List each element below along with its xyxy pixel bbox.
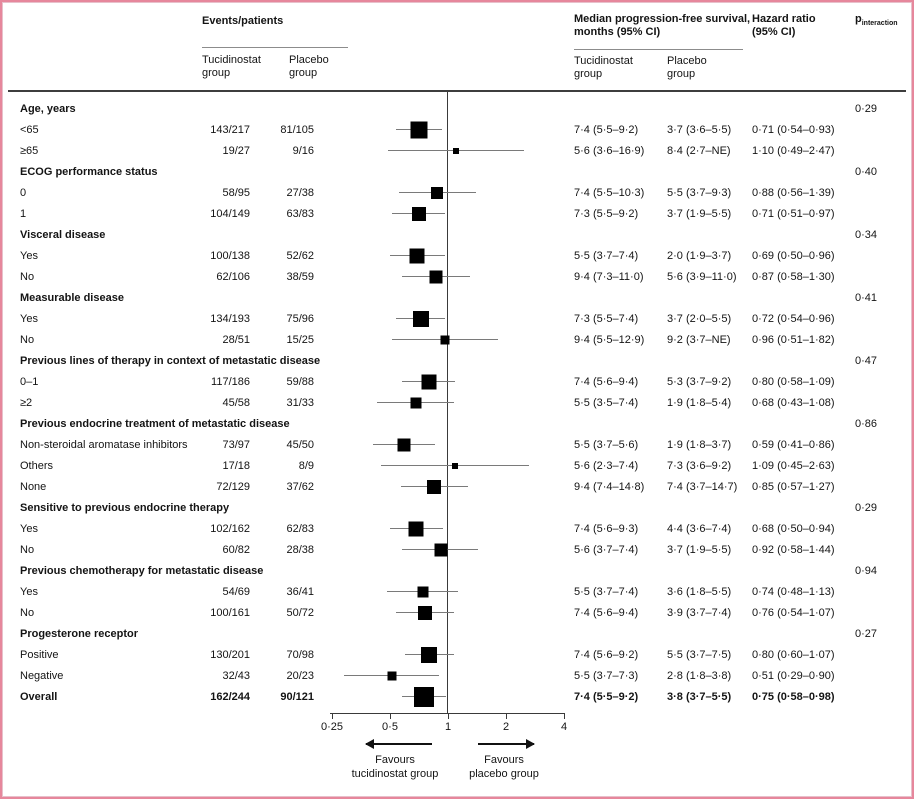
forest-cell [314,686,570,707]
median-placebo-value: 3·7 (1·9–5·5) [667,543,732,556]
subgroup-label: Overall [20,690,58,703]
table-row [2,329,912,350]
p-interaction-value: 0·29 [855,102,878,115]
median-tucidinostat-value: 7·4 (5·6–9·4) [574,375,639,388]
events-placebo-value: 52/62 [286,249,314,262]
subgroup-header-label: Previous chemotherapy for metastatic disease [20,564,264,577]
forest-cell [314,392,570,413]
events-placebo-value: 90/121 [280,690,314,703]
table-row [2,266,912,287]
events-placebo-value: 15/25 [286,333,314,346]
subgroup-label: Others [20,459,54,472]
p-interaction-value: 0·34 [855,228,878,241]
subgroup-label: 1 [20,207,27,220]
median-placebo-value: 3·7 (2·0–5·5) [667,312,732,325]
median-placebo-value: 2·0 (1·9–3·7) [667,249,732,262]
axis-tick-label: 4 [560,721,568,733]
subgroup-header-label: Previous endocrine treatment of metastatic disease [20,417,290,430]
hazard-ratio-value: 0·71 (0·51–0·97) [752,207,835,220]
hazard-ratio-value: 0·51 (0·29–0·90) [752,669,835,682]
forest-cell [314,203,570,224]
subgroup-label: Non-steroidal aromatase inhibitors [20,438,188,451]
subgroup-header-row [2,224,912,245]
hazard-ratio-value: 0·76 (0·54–1·07) [752,606,835,619]
median-tucidinostat-value: 9·4 (7·4–14·8) [574,480,645,493]
forest-table [2,98,912,707]
median-placebo-value: 5·6 (3·9–11·0) [667,270,737,283]
table-row [2,119,912,140]
events-tucidinostat-value: 130/201 [210,648,250,661]
median-tucidinostat-value: 5·5 (3·7–5·6) [574,438,639,451]
table-row [2,602,912,623]
forest-cell [314,665,570,686]
median-tucidinostat-value: 5·5 (3·7–7·4) [574,249,639,262]
forest-cell [314,245,570,266]
header-rule [8,90,906,92]
events-tucidinostat-value: 134/193 [210,312,250,325]
table-row [2,686,912,707]
forest-cell [314,119,570,140]
median-placebo-value: 9·2 (3·7–NE) [667,333,731,346]
table-row [2,455,912,476]
hr-point-marker [410,397,421,408]
axis-tick-label: 1 [444,721,452,733]
subgroup-label: None [20,480,47,493]
forest-cell [314,329,570,350]
subgroup-label: <65 [20,123,39,136]
hr-point-marker [440,335,449,344]
hr-point-marker [452,463,458,469]
median-tucidinostat-value: 5·6 (2·3–7·4) [574,459,639,472]
forest-cell [314,140,570,161]
forest-cell [314,371,570,392]
hr-point-marker [387,671,396,680]
subgroup-label: No [20,543,35,556]
events-tucidinostat-value: 28/51 [222,333,250,346]
table-row [2,245,912,266]
hazard-ratio-value: 1·10 (0·49–2·47) [752,144,835,157]
median-placebo-value: 1·9 (1·8–5·4) [667,396,732,409]
forest-cell [314,455,570,476]
table-row [2,140,912,161]
hr-point-marker [417,586,428,597]
hazard-ratio-value: 0·68 (0·50–0·94) [752,522,835,535]
table-row [2,518,912,539]
events-placebo-value: 81/105 [280,123,314,136]
forest-cell [314,266,570,287]
subgroup-header-row [2,98,912,119]
hazard-ratio-value: 0·87 (0·58–1·30) [752,270,835,283]
subgroup-label: ≥65 [20,144,39,157]
axis-tick-label: 2 [502,721,510,733]
events-underline [202,47,348,48]
hr-point-marker [408,521,423,536]
events-placebo-value: 27/38 [286,186,314,199]
subgroup-label: Yes [20,585,38,598]
hr-point-marker [435,543,448,556]
forest-cell [314,434,570,455]
median-tucidinostat-value: 7·3 (5·5–9·2) [574,207,639,220]
median-tucidinostat-value: 7·4 (5·6–9·2) [574,648,639,661]
hr-point-marker [430,270,443,283]
hazard-ratio-value: 0·74 (0·48–1·13) [752,585,835,598]
forest-cell [314,182,570,203]
median-col-tucidinostat: Tucidinostat group [574,55,633,80]
median-placebo-value: 1·9 (1·8–3·7) [667,438,732,451]
hr-point-marker [413,311,429,327]
axis-tick [506,713,507,719]
hr-point-marker [427,480,441,494]
events-placebo-value: 59/88 [286,375,314,388]
events-tucidinostat-value: 17/18 [222,459,250,472]
events-tucidinostat-value: 117/186 [211,375,250,388]
subgroup-header-row [2,623,912,644]
table-row [2,182,912,203]
right-arrowhead-icon [526,739,535,749]
median-pfs-title: Median progression-free survival, months (95% CI) [574,13,751,38]
forest-cell [314,518,570,539]
p-subscript: interaction [861,20,898,28]
favours-left-line1: Favours [375,754,415,766]
events-tucidinostat-value: 54/69 [222,585,250,598]
hr-point-marker [409,248,424,263]
events-tucidinostat-value: 73/97 [222,438,250,451]
events-placebo-value: 75/96 [286,312,314,325]
forest-cell [314,476,570,497]
forest-cell [314,581,570,602]
favours-placebo-label [429,754,579,781]
events-placebo-value: 62/83 [286,522,314,535]
hazard-ratio-value: 0·85 (0·57–1·27) [752,480,835,493]
hazard-ratio-value: 0·96 (0·51–1·82) [752,333,835,346]
events-tucidinostat-value: 100/138 [210,249,250,262]
events-placebo-value: 9/16 [292,144,314,157]
favours-right-line2: placebo group [469,767,539,780]
events-placebo-value: 38/59 [286,270,314,283]
forest-cell [314,308,570,329]
events-tucidinostat-value: 143/217 [210,123,250,136]
events-tucidinostat-value: 72/129 [216,480,250,493]
median-tucidinostat-value: 5·6 (3·6–16·9) [574,144,645,157]
subgroup-header-row [2,413,912,434]
events-placebo-value: 28/38 [286,543,314,556]
events-placebo-value: 45/50 [286,438,314,451]
median-tucidinostat-value: 9·4 (5·5–12·9) [574,333,645,346]
axis-tick [564,713,565,719]
median-placebo-value: 3·7 (1·9–5·5) [667,207,732,220]
median-placebo-value: 3·6 (1·8–5·5) [667,585,732,598]
axis-tick [332,713,333,719]
left-arrowhead-icon [365,739,374,749]
subgroup-label: Yes [20,249,38,262]
table-row [2,308,912,329]
hr-point-marker [431,187,443,199]
events-tucidinostat-value: 162/244 [210,690,250,703]
median-placebo-value: 8·4 (2·7–NE) [667,144,731,157]
forest-cell [314,602,570,623]
median-tucidinostat-value: 7·4 (5·5–9·2) [574,123,639,136]
subgroup-label: Positive [20,648,59,661]
events-placebo-value: 50/72 [286,606,314,619]
events-col-placebo: Placebo group [289,54,329,79]
table-row [2,539,912,560]
p-interaction-value: 0·94 [855,564,878,577]
p-label: p [855,13,862,25]
p-interaction-value: 0·41 [855,291,878,304]
hazard-ratio-value: 0·92 (0·58–1·44) [752,543,835,556]
hazard-ratio-value: 0·72 (0·54–0·96) [752,312,835,325]
median-tucidinostat-value: 7·4 (5·6–9·3) [574,522,639,535]
p-interaction-value: 0·86 [855,417,878,430]
axis-tick-label: 0·25 [320,721,344,733]
table-row [2,665,912,686]
median-placebo-value: 3·8 (3·7–5·5) [667,690,732,703]
hr-point-marker [422,374,437,389]
subgroup-header-label: Previous lines of therapy in context of metastatic disease [20,354,321,367]
p-interaction-value: 0·40 [855,165,878,178]
subgroup-header-label: Sensitive to previous endocrine therapy [20,501,230,514]
events-tucidinostat-value: 58/95 [222,186,250,199]
hr-point-marker [418,606,432,620]
median-placebo-value: 5·3 (3·7–9·2) [667,375,732,388]
events-tucidinostat-value: 104/149 [210,207,250,220]
events-placebo-value: 31/33 [286,396,314,409]
favours-right-arrow [478,743,534,745]
median-placebo-value: 5·5 (3·7–9·3) [667,186,732,199]
events-placebo-value: 37/62 [286,480,314,493]
events-placebo-value: 63/83 [286,207,314,220]
hazard-ratio-value: 1·09 (0·45–2·63) [752,459,835,472]
subgroup-label: 0–1 [20,375,39,388]
median-underline [574,49,743,50]
subgroup-label: ≥2 [20,396,33,409]
subgroup-label: No [20,333,35,346]
subgroup-header-row [2,287,912,308]
median-tucidinostat-value: 9·4 (7·3–11·0) [574,270,644,283]
axis-tick [448,713,449,719]
table-row [2,581,912,602]
hr-point-marker [421,647,437,663]
median-tucidinostat-value: 5·6 (3·7–7·4) [574,543,639,556]
p-interaction-value: 0·47 [855,354,878,367]
events-placebo-value: 36/41 [286,585,314,598]
hazard-ratio-value: 0·80 (0·60–1·07) [752,648,835,661]
events-col-tucidinostat: Tucidinostat group [202,54,261,79]
axis-tick [390,713,391,719]
hazard-ratio-value: 0·75 (0·58–0·98) [752,690,835,703]
subgroup-header-row [2,560,912,581]
hr-point-marker [414,687,434,707]
median-placebo-value: 7·4 (3·7–14·7) [667,480,738,493]
subgroup-header-label: Visceral disease [20,228,106,241]
median-tucidinostat-value: 7·4 (5·5–10·3) [574,186,645,199]
median-col-placebo: Placebo group [667,55,707,80]
events-placebo-value: 20/23 [286,669,314,682]
events-tucidinostat-value: 19/27 [222,144,250,157]
hazard-ratio-value: 0·68 (0·43–1·08) [752,396,835,409]
subgroup-label: Negative [20,669,64,682]
median-tucidinostat-value: 5·5 (3·7–7·3) [574,669,639,682]
median-tucidinostat-value: 5·5 (3·7–7·4) [574,585,639,598]
table-row [2,203,912,224]
median-tucidinostat-value: 7·4 (5·5–9·2) [574,690,639,703]
events-tucidinostat-value: 60/82 [222,543,250,556]
median-placebo-value: 3·9 (3·7–7·4) [667,606,732,619]
p-interaction-title [855,13,898,27]
events-patients-title: Events/patients [202,15,284,27]
median-tucidinostat-value: 5·5 (3·5–7·4) [574,396,639,409]
subgroup-label: Yes [20,312,38,325]
hr-point-marker [453,148,459,154]
favours-left-arrow [366,743,432,745]
table-row [2,476,912,497]
events-placebo-value: 70/98 [286,648,314,661]
events-tucidinostat-value: 100/161 [210,606,250,619]
hazard-ratio-title: Hazard ratio (95% CI) [752,13,816,38]
hazard-ratio-value: 0·88 (0·56–1·39) [752,186,835,199]
forest-cell [314,644,570,665]
events-tucidinostat-value: 32/43 [222,669,250,682]
median-tucidinostat-value: 7·4 (5·6–9·4) [574,606,639,619]
median-placebo-value: 7·3 (3·6–9·2) [667,459,732,472]
median-tucidinostat-value: 7·3 (5·5–7·4) [574,312,639,325]
hazard-ratio-value: 0·80 (0·58–1·09) [752,375,835,388]
subgroup-header-row [2,161,912,182]
subgroup-header-label: Age, years [20,102,76,115]
median-placebo-value: 5·5 (3·7–7·5) [667,648,732,661]
table-row [2,434,912,455]
median-placebo-value: 3·7 (3·6–5·5) [667,123,732,136]
hazard-ratio-value: 0·59 (0·41–0·86) [752,438,835,451]
events-tucidinostat-value: 62/106 [216,270,250,283]
hazard-ratio-value: 0·71 (0·54–0·93) [752,123,835,136]
median-placebo-value: 2·8 (1·8–3·8) [667,669,732,682]
subgroup-header-row [2,350,912,371]
subgroup-header-label: Measurable disease [20,291,124,304]
axis-tick-label: 0·5 [382,721,398,733]
subgroup-label: No [20,606,35,619]
subgroup-label: Yes [20,522,38,535]
events-tucidinostat-value: 102/162 [210,522,250,535]
events-placebo-value: 8/9 [298,459,314,472]
p-interaction-value: 0·27 [855,627,878,640]
median-placebo-value: 4·4 (3·6–7·4) [667,522,732,535]
hr-point-marker [411,121,428,138]
hr-point-marker [397,438,410,451]
favours-left-line2: tucidinostat group [351,767,439,780]
subgroup-header-label: ECOG performance status [20,165,158,178]
p-interaction-value: 0·29 [855,501,878,514]
forest-cell [314,539,570,560]
subgroup-header-row [2,497,912,518]
subgroup-label: 0 [20,186,27,199]
hazard-ratio-value: 0·69 (0·50–0·96) [752,249,835,262]
subgroup-header-label: Progesterone receptor [20,627,138,640]
table-row [2,392,912,413]
hr-point-marker [412,207,426,221]
events-tucidinostat-value: 45/58 [222,396,250,409]
favours-right-line1: Favours [484,754,524,766]
subgroup-label: No [20,270,35,283]
table-row [2,371,912,392]
table-row [2,644,912,665]
